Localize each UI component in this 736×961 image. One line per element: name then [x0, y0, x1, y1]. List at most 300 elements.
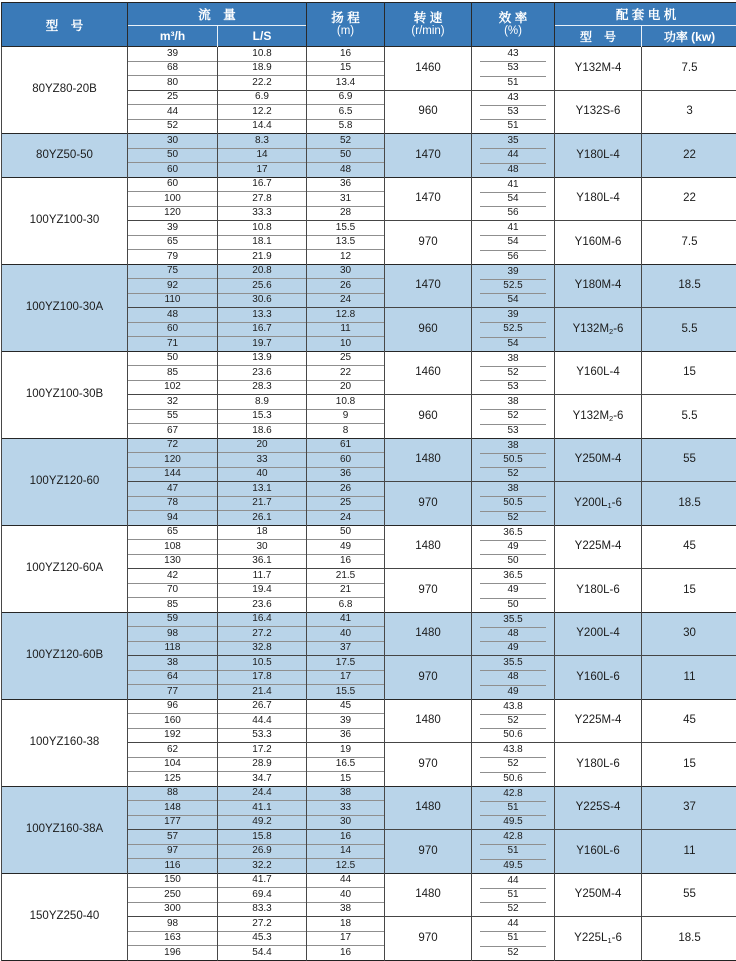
- head-value: 30: [307, 815, 385, 830]
- head-value: 22: [307, 366, 385, 381]
- flow-ls-value: 24.4: [218, 786, 307, 801]
- motor-model-value: Y180M-4: [555, 264, 642, 308]
- flow-m3h-value: 57: [128, 830, 218, 845]
- head-value: 19: [307, 743, 385, 758]
- flow-m3h-value: 78: [128, 496, 218, 511]
- flow-ls-value: 10.8: [218, 47, 307, 62]
- head-value: 21.5: [307, 569, 385, 584]
- flow-m3h-value: 32: [128, 395, 218, 410]
- flow-ls-value: 28.3: [218, 380, 307, 395]
- efficiency-value: 52: [472, 511, 555, 526]
- head-value: 6.5: [307, 105, 385, 120]
- motor-power-value: 30: [642, 612, 736, 656]
- efficiency-value: 52.5: [472, 279, 555, 294]
- efficiency-value: 39: [472, 308, 555, 323]
- efficiency-value: 54: [472, 192, 555, 207]
- head-value: 12.8: [307, 308, 385, 323]
- flow-m3h-value: 39: [128, 47, 218, 62]
- motor-model-value: Y225L1-6: [555, 917, 642, 961]
- flow-ls-value: 19.7: [218, 337, 307, 352]
- head-value: 24: [307, 511, 385, 526]
- pump-model: 100YZ100-30: [2, 177, 128, 264]
- head-value: 8: [307, 424, 385, 439]
- speed-value: 1480: [385, 525, 472, 569]
- motor-model-subscript: 1: [607, 501, 611, 510]
- efficiency-value: 50.5: [472, 453, 555, 468]
- flow-m3h-value: 120: [128, 206, 218, 221]
- flow-ls-value: 14: [218, 148, 307, 163]
- flow-ls-value: 33.3: [218, 206, 307, 221]
- flow-m3h-value: 52: [128, 119, 218, 134]
- flow-m3h-value: 150: [128, 873, 218, 888]
- flow-ls-value: 18: [218, 525, 307, 540]
- flow-m3h-value: 65: [128, 525, 218, 540]
- flow-m3h-value: 30: [128, 134, 218, 149]
- head-value: 15.5: [307, 685, 385, 700]
- flow-m3h-value: 48: [128, 308, 218, 323]
- head-value: 13.4: [307, 76, 385, 91]
- flow-m3h-value: 85: [128, 598, 218, 613]
- pump-model: 100YZ120-60B: [2, 612, 128, 699]
- flow-ls-value: 21.4: [218, 685, 307, 700]
- efficiency-value: 51: [472, 119, 555, 134]
- flow-m3h-value: 94: [128, 511, 218, 526]
- flow-m3h-value: 250: [128, 888, 218, 903]
- efficiency-value: 49: [472, 583, 555, 598]
- motor-power-value: 18.5: [642, 917, 736, 961]
- header-speed-column: [385, 3, 472, 47]
- head-value: 48: [307, 163, 385, 178]
- table-row: [2, 873, 736, 888]
- header-flow-ls: L/S: [218, 26, 307, 47]
- speed-value: 1480: [385, 873, 472, 917]
- head-value: 16: [307, 47, 385, 62]
- header-head-column: [307, 3, 385, 47]
- motor-model-value: Y132M2-6: [555, 395, 642, 439]
- flow-ls-value: 20: [218, 438, 307, 453]
- head-value: 21: [307, 583, 385, 598]
- speed-value: 1480: [385, 612, 472, 656]
- head-value: 25: [307, 496, 385, 511]
- pump-model: 80YZ80-20B: [2, 47, 128, 134]
- flow-m3h-value: 79: [128, 250, 218, 265]
- motor-model-value: Y160M-6: [555, 221, 642, 265]
- table-row: [2, 134, 736, 149]
- flow-ls-value: 13.9: [218, 351, 307, 366]
- flow-m3h-value: 102: [128, 380, 218, 395]
- efficiency-value: 43.8: [472, 743, 555, 758]
- head-value: 44: [307, 873, 385, 888]
- motor-model-value: Y132S-6: [555, 90, 642, 134]
- head-value: 17: [307, 670, 385, 685]
- header-flow-m3h: m³/h: [128, 26, 218, 47]
- header-flow-column: 流 量: [128, 3, 307, 26]
- efficiency-value: 44: [472, 873, 555, 888]
- flow-ls-value: 23.6: [218, 598, 307, 613]
- efficiency-value: 39: [472, 264, 555, 279]
- flow-ls-value: 17: [218, 163, 307, 178]
- flow-ls-value: 12.2: [218, 105, 307, 120]
- head-value: 50: [307, 148, 385, 163]
- flow-ls-value: 30.6: [218, 293, 307, 308]
- flow-ls-value: 18.6: [218, 424, 307, 439]
- flow-m3h-value: 130: [128, 554, 218, 569]
- motor-model-value: Y250M-4: [555, 438, 642, 482]
- header-speed-unit: (r/min): [385, 25, 471, 38]
- head-value: 18: [307, 917, 385, 932]
- head-value: 16: [307, 830, 385, 845]
- motor-power-value: 55: [642, 873, 736, 917]
- flow-ls-value: 14.4: [218, 119, 307, 134]
- header-motor-power: 功率 (kw): [642, 26, 736, 47]
- efficiency-value: 44: [472, 917, 555, 932]
- table-row: [2, 47, 736, 62]
- motor-model-subscript: 1: [607, 936, 611, 945]
- flow-ls-value: 17.2: [218, 743, 307, 758]
- table-row: [2, 699, 736, 714]
- speed-value: 1470: [385, 177, 472, 221]
- flow-m3h-value: 163: [128, 931, 218, 946]
- motor-model-subscript: 2: [609, 414, 613, 423]
- flow-ls-value: 10.5: [218, 656, 307, 671]
- flow-ls-value: 15.3: [218, 409, 307, 424]
- flow-ls-value: 23.6: [218, 366, 307, 381]
- header-motor-model: 型 号: [555, 26, 642, 47]
- speed-value: 1470: [385, 134, 472, 178]
- header-head-unit: (m): [307, 25, 384, 38]
- flow-ls-value: 69.4: [218, 888, 307, 903]
- speed-value: 970: [385, 569, 472, 613]
- head-value: 45: [307, 699, 385, 714]
- speed-value: 960: [385, 90, 472, 134]
- flow-ls-value: 45.3: [218, 931, 307, 946]
- speed-value: 970: [385, 917, 472, 961]
- table-body: [2, 47, 736, 961]
- motor-power-value: 22: [642, 177, 736, 221]
- flow-ls-value: 44.4: [218, 714, 307, 729]
- efficiency-value: 53: [472, 424, 555, 439]
- head-value: 38: [307, 902, 385, 917]
- pump-model: 100YZ120-60: [2, 438, 128, 525]
- flow-m3h-value: 42: [128, 569, 218, 584]
- speed-value: 970: [385, 482, 472, 526]
- efficiency-value: 51: [472, 801, 555, 816]
- table-row: [2, 612, 736, 627]
- head-value: 17: [307, 931, 385, 946]
- flow-m3h-value: 62: [128, 743, 218, 758]
- flow-ls-value: 34.7: [218, 772, 307, 787]
- efficiency-value: 51: [472, 888, 555, 903]
- flow-m3h-value: 50: [128, 148, 218, 163]
- motor-power-value: 45: [642, 699, 736, 743]
- flow-m3h-value: 97: [128, 844, 218, 859]
- flow-ls-value: 18.9: [218, 61, 307, 76]
- flow-m3h-value: 25: [128, 90, 218, 105]
- pump-spec-table: [1, 2, 736, 961]
- efficiency-value: 51: [472, 931, 555, 946]
- motor-model-value: Y200L-4: [555, 612, 642, 656]
- flow-ls-value: 13.1: [218, 482, 307, 497]
- flow-ls-value: 26.7: [218, 699, 307, 714]
- flow-m3h-value: 118: [128, 641, 218, 656]
- head-value: 31: [307, 192, 385, 207]
- flow-m3h-value: 75: [128, 264, 218, 279]
- flow-m3h-value: 100: [128, 192, 218, 207]
- flow-m3h-value: 67: [128, 424, 218, 439]
- header-efficiency-column: [472, 3, 555, 47]
- head-value: 16: [307, 554, 385, 569]
- flow-m3h-value: 110: [128, 293, 218, 308]
- head-value: 9: [307, 409, 385, 424]
- head-value: 12: [307, 250, 385, 265]
- table-row: [2, 351, 736, 366]
- efficiency-value: 38: [472, 351, 555, 366]
- flow-m3h-value: 108: [128, 540, 218, 555]
- head-value: 26: [307, 279, 385, 294]
- efficiency-value: 36.5: [472, 569, 555, 584]
- flow-m3h-value: 39: [128, 221, 218, 236]
- motor-power-value: 18.5: [642, 264, 736, 308]
- efficiency-value: 44: [472, 148, 555, 163]
- head-value: 41: [307, 612, 385, 627]
- head-value: 15.5: [307, 221, 385, 236]
- header-head-label: 扬 程: [307, 11, 384, 25]
- speed-value: 1480: [385, 786, 472, 830]
- flow-ls-value: 21.7: [218, 496, 307, 511]
- efficiency-value: 38: [472, 395, 555, 410]
- flow-ls-value: 36.1: [218, 554, 307, 569]
- efficiency-value: 48: [472, 627, 555, 642]
- head-value: 17.5: [307, 656, 385, 671]
- head-value: 38: [307, 786, 385, 801]
- head-value: 36: [307, 467, 385, 482]
- flow-ls-value: 27.2: [218, 917, 307, 932]
- efficiency-value: 50: [472, 598, 555, 613]
- flow-ls-value: 26.1: [218, 511, 307, 526]
- pump-model: 100YZ120-60A: [2, 525, 128, 612]
- head-value: 61: [307, 438, 385, 453]
- flow-m3h-value: 160: [128, 714, 218, 729]
- head-value: 60: [307, 453, 385, 468]
- flow-m3h-value: 44: [128, 105, 218, 120]
- efficiency-value: 48: [472, 670, 555, 685]
- efficiency-value: 54: [472, 293, 555, 308]
- head-value: 40: [307, 888, 385, 903]
- flow-m3h-value: 60: [128, 322, 218, 337]
- efficiency-value: 53: [472, 61, 555, 76]
- flow-ls-value: 41.1: [218, 801, 307, 816]
- motor-model-value: Y132M-4: [555, 47, 642, 91]
- head-value: 12.5: [307, 859, 385, 874]
- speed-value: 970: [385, 743, 472, 787]
- flow-ls-value: 17.8: [218, 670, 307, 685]
- flow-m3h-value: 50: [128, 351, 218, 366]
- efficiency-value: 50: [472, 554, 555, 569]
- head-value: 36: [307, 177, 385, 192]
- motor-power-value: 15: [642, 569, 736, 613]
- flow-ls-value: 30: [218, 540, 307, 555]
- efficiency-value: 38: [472, 482, 555, 497]
- flow-ls-value: 18.1: [218, 235, 307, 250]
- flow-m3h-value: 88: [128, 786, 218, 801]
- flow-ls-value: 19.4: [218, 583, 307, 598]
- flow-m3h-value: 60: [128, 177, 218, 192]
- flow-ls-value: 83.3: [218, 902, 307, 917]
- flow-ls-value: 32.2: [218, 859, 307, 874]
- head-value: 50: [307, 525, 385, 540]
- efficiency-value: 42.8: [472, 786, 555, 801]
- efficiency-value: 52: [472, 946, 555, 961]
- flow-m3h-value: 85: [128, 366, 218, 381]
- motor-power-value: 7.5: [642, 221, 736, 265]
- efficiency-value: 41: [472, 177, 555, 192]
- flow-m3h-value: 65: [128, 235, 218, 250]
- header-model-column: 型 号: [2, 3, 128, 47]
- flow-m3h-value: 116: [128, 859, 218, 874]
- head-value: 26: [307, 482, 385, 497]
- efficiency-value: 52.5: [472, 322, 555, 337]
- efficiency-value: 49: [472, 641, 555, 656]
- pump-model: 100YZ160-38: [2, 699, 128, 786]
- flow-m3h-value: 196: [128, 946, 218, 961]
- efficiency-value: 42.8: [472, 830, 555, 845]
- flow-m3h-value: 177: [128, 815, 218, 830]
- flow-m3h-value: 38: [128, 656, 218, 671]
- speed-value: 960: [385, 308, 472, 352]
- flow-ls-value: 53.3: [218, 728, 307, 743]
- efficiency-value: 53: [472, 380, 555, 395]
- efficiency-value: 49: [472, 685, 555, 700]
- flow-m3h-value: 148: [128, 801, 218, 816]
- header-motor-column: 配 套 电 机: [555, 3, 736, 26]
- motor-model-value: Y225S-4: [555, 786, 642, 830]
- speed-value: 1460: [385, 351, 472, 395]
- efficiency-value: 54: [472, 235, 555, 250]
- flow-m3h-value: 55: [128, 409, 218, 424]
- efficiency-value: 43: [472, 90, 555, 105]
- motor-model-value: Y132M2-6: [555, 308, 642, 352]
- head-value: 30: [307, 264, 385, 279]
- head-value: 10: [307, 337, 385, 352]
- motor-power-value: 45: [642, 525, 736, 569]
- head-value: 16.5: [307, 757, 385, 772]
- motor-power-value: 7.5: [642, 47, 736, 91]
- flow-m3h-value: 68: [128, 61, 218, 76]
- header-efficiency-label: 效 率: [472, 11, 554, 25]
- motor-model-value: Y180L-6: [555, 743, 642, 787]
- head-value: 15: [307, 61, 385, 76]
- motor-power-value: 18.5: [642, 482, 736, 526]
- flow-m3h-value: 77: [128, 685, 218, 700]
- motor-model-value: Y200L1-6: [555, 482, 642, 526]
- table-row: [2, 177, 736, 192]
- efficiency-value: 48: [472, 163, 555, 178]
- flow-ls-value: 15.8: [218, 830, 307, 845]
- table-row: [2, 786, 736, 801]
- efficiency-value: 52: [472, 902, 555, 917]
- pump-model: 100YZ160-38A: [2, 786, 128, 873]
- efficiency-value: 51: [472, 844, 555, 859]
- efficiency-value: 52: [472, 409, 555, 424]
- speed-value: 970: [385, 656, 472, 700]
- header-speed-label: 转 速: [385, 11, 471, 25]
- head-value: 39: [307, 714, 385, 729]
- efficiency-value: 38: [472, 438, 555, 453]
- head-value: 11: [307, 322, 385, 337]
- flow-ls-value: 8.3: [218, 134, 307, 149]
- pump-model: 100YZ100-30B: [2, 351, 128, 438]
- efficiency-value: 52: [472, 467, 555, 482]
- head-value: 25: [307, 351, 385, 366]
- flow-m3h-value: 104: [128, 757, 218, 772]
- efficiency-value: 36.5: [472, 525, 555, 540]
- flow-m3h-value: 59: [128, 612, 218, 627]
- motor-power-value: 22: [642, 134, 736, 178]
- flow-m3h-value: 72: [128, 438, 218, 453]
- flow-m3h-value: 192: [128, 728, 218, 743]
- flow-m3h-value: 98: [128, 627, 218, 642]
- motor-power-value: 11: [642, 656, 736, 700]
- speed-value: 1470: [385, 264, 472, 308]
- flow-m3h-value: 70: [128, 583, 218, 598]
- flow-ls-value: 22.2: [218, 76, 307, 91]
- flow-ls-value: 27.8: [218, 192, 307, 207]
- flow-ls-value: 6.9: [218, 90, 307, 105]
- head-value: 33: [307, 801, 385, 816]
- efficiency-value: 50.6: [472, 728, 555, 743]
- flow-m3h-value: 144: [128, 467, 218, 482]
- head-value: 5.8: [307, 119, 385, 134]
- head-value: 15: [307, 772, 385, 787]
- motor-power-value: 37: [642, 786, 736, 830]
- head-value: 6.9: [307, 90, 385, 105]
- speed-value: 1480: [385, 438, 472, 482]
- pump-model: 100YZ100-30A: [2, 264, 128, 351]
- motor-power-value: 55: [642, 438, 736, 482]
- flow-m3h-value: 92: [128, 279, 218, 294]
- header-efficiency-unit: (%): [472, 25, 554, 38]
- efficiency-value: 49: [472, 540, 555, 555]
- flow-ls-value: 16.4: [218, 612, 307, 627]
- table-header: [2, 3, 736, 47]
- flow-ls-value: 16.7: [218, 322, 307, 337]
- head-value: 37: [307, 641, 385, 656]
- efficiency-value: 35.5: [472, 656, 555, 671]
- head-value: 13.5: [307, 235, 385, 250]
- efficiency-value: 52: [472, 366, 555, 381]
- flow-m3h-value: 96: [128, 699, 218, 714]
- speed-value: 970: [385, 221, 472, 265]
- head-value: 20: [307, 380, 385, 395]
- flow-ls-value: 28.9: [218, 757, 307, 772]
- flow-ls-value: 21.9: [218, 250, 307, 265]
- motor-model-value: Y225M-4: [555, 699, 642, 743]
- efficiency-value: 43: [472, 47, 555, 62]
- speed-value: 1480: [385, 699, 472, 743]
- flow-ls-value: 26.9: [218, 844, 307, 859]
- efficiency-value: 56: [472, 250, 555, 265]
- efficiency-value: 41: [472, 221, 555, 236]
- motor-model-value: Y180L-4: [555, 134, 642, 178]
- flow-m3h-value: 60: [128, 163, 218, 178]
- motor-power-value: 11: [642, 830, 736, 874]
- flow-ls-value: 10.8: [218, 221, 307, 236]
- motor-model-subscript: 2: [609, 327, 613, 336]
- speed-value: 970: [385, 830, 472, 874]
- efficiency-value: 50.5: [472, 496, 555, 511]
- flow-m3h-value: 71: [128, 337, 218, 352]
- head-value: 6.8: [307, 598, 385, 613]
